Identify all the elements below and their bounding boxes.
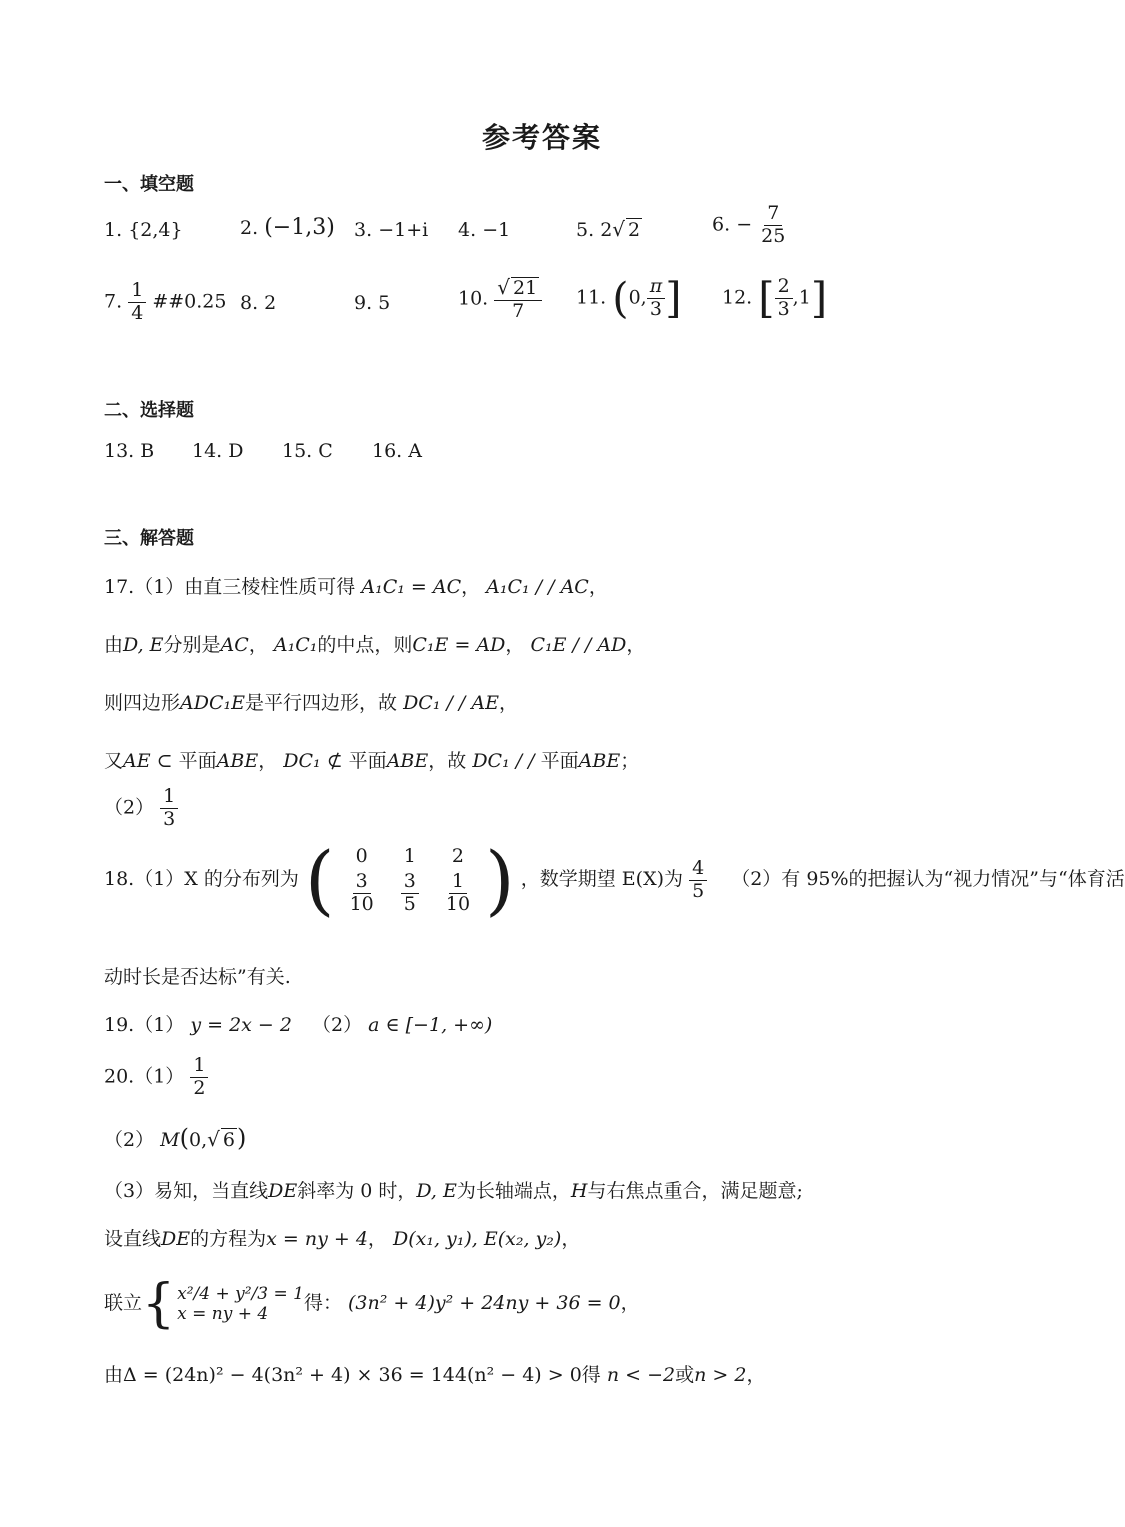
q20-part-3: （3）易知，当直线DE斜率为 0 时，D, E为长轴端点，H与右焦点重合，满足题意; <box>104 1180 803 1202</box>
answer-label: 4. <box>458 219 477 241</box>
fraction <box>128 280 146 325</box>
answer-label: 3. <box>354 219 373 241</box>
answer-coef: 2 <box>600 219 613 241</box>
distribution-matrix: 0 1 2 $\frac{3}{10}$ $\frac{3}{5}$ $\frac{1}{10}$ <box>349 844 471 915</box>
q18-line-2: 动时长是否达标”有关. <box>104 966 291 988</box>
answer-value: −1 <box>482 219 511 241</box>
radicand: 21 <box>512 277 538 299</box>
q20-line-4: 由Δ = (24n)² − 4(3n² + 4) × 36 = 144(n² − 4) > 0得 n < −2或n > 2， <box>104 1364 766 1386</box>
q20-part-1: 20.（1） $\frac{1}{2}$ <box>104 1055 208 1100</box>
answer-radicand: 2 <box>628 219 641 241</box>
fraction: $\frac{1}{2}$ <box>190 1055 208 1100</box>
answer-value: −1+i <box>378 219 429 241</box>
denominator: 3 <box>777 297 790 320</box>
numerator: 2 <box>775 276 793 299</box>
fraction: $\frac{1}{3}$ <box>160 786 178 831</box>
answer-label: 2. <box>240 217 259 239</box>
numerator: π <box>647 276 666 299</box>
page-title: 参考答案 <box>482 121 603 154</box>
answer-2 <box>240 215 335 240</box>
fraction <box>775 276 793 321</box>
answer-label: 10. <box>458 287 489 310</box>
section-fill-in: 一、填空题 <box>104 174 194 195</box>
answer-label: 7. <box>104 290 123 313</box>
q20-part-2: （2） M(0,√ 6) <box>104 1124 247 1152</box>
interval-left: 0, <box>628 286 647 309</box>
choice-16: 16. A <box>372 440 422 462</box>
choice-13: 13. B <box>104 440 155 462</box>
q17-line-2: 由D, E分别是AC， A₁C₁的中点，则C₁E = AD， C₁E / / AD， <box>104 634 646 656</box>
answer-5: 5. 2√ 2 <box>576 217 641 241</box>
answer-alt: ##0.25 <box>152 290 227 313</box>
answer-value: (−1,3) <box>264 215 335 240</box>
denominator: 4 <box>131 301 144 324</box>
answer-label: 12. <box>722 286 753 309</box>
fraction <box>494 276 542 323</box>
q20-line-3: 联立 { x²/4 + y²/3 = 1 x = ny + 4 得： (3n² + 4)y² + 24ny + 36 = 0， <box>104 1274 640 1334</box>
denominator: 3 <box>649 297 663 320</box>
answer-label: 11. <box>576 286 607 309</box>
fraction <box>758 203 788 248</box>
answer-6 <box>712 203 788 248</box>
denominator: 7 <box>512 299 525 322</box>
answer-10 <box>458 276 542 323</box>
answer-9: 9. 5 <box>354 292 391 314</box>
answer-label: 5. <box>576 219 595 241</box>
answer-11: 11. (0, $\frac{\pi}{3}$ ] <box>576 273 682 323</box>
answer-4 <box>458 219 510 241</box>
q17-line-1: 17.（1）由直三棱柱性质可得 A₁C₁ = AC， A₁C₁ / / AC， <box>104 576 608 598</box>
section-solutions: 三、解答题 <box>104 528 194 549</box>
choice-14: 14. D <box>192 440 244 462</box>
answer-8: 8. 2 <box>240 292 277 314</box>
interval-right: ,1 <box>792 286 811 309</box>
numerator: 1 <box>128 280 146 303</box>
answer-label: 6. <box>712 213 731 236</box>
answer-7 <box>104 280 226 325</box>
answer-label: 1. <box>104 219 123 241</box>
answer-1 <box>104 219 183 241</box>
fraction: $\frac{4}{5}$ <box>689 858 707 903</box>
numerator: √ 21 <box>494 276 542 301</box>
answer-3 <box>354 219 428 241</box>
answer-value: {2,4} <box>128 219 183 241</box>
answer-sign: − <box>736 213 753 236</box>
fraction <box>647 276 666 321</box>
q20-line-2: 设直线DE的方程为x = ny + 4， D(x₁, y₁), E(x₂, y₂)， <box>104 1228 581 1250</box>
q17-line-3: 则四边形ADC₁E是平行四边形，故 DC₁ / / AE， <box>104 692 518 714</box>
q18-line-1: 18.（1）X 的分布列为 ( 0 1 2 $\frac{3}{10}$ $\frac{3}{5}$ $\frac{1}{10}$ ) ，数学期望 E(X)为 $\frac{4}{5}$ （2）有 95%的把握认为“视力情况”与“体育活 <box>104 835 1125 924</box>
section-choice: 二、选择题 <box>104 400 194 421</box>
equation-system: { x²/4 + y²/3 = 1 x = ny + 4 <box>142 1274 304 1334</box>
q17-part-2: （2） $\frac{1}{3}$ <box>104 786 178 831</box>
denominator: 25 <box>761 224 786 247</box>
choice-15: 15. C <box>282 440 333 462</box>
q17-line-4: 又AE ⊂ 平面ABE， DC₁ ⊄ 平面ABE，故 DC₁ / / 平面ABE； <box>104 750 640 772</box>
answer-12: 12. [ $\frac{2}{3}$ ,1] <box>722 273 828 323</box>
numerator: 7 <box>764 203 782 226</box>
q19-line: 19.（1） y = 2x − 2 （2） a ∈ [−1, +∞) <box>104 1014 493 1036</box>
